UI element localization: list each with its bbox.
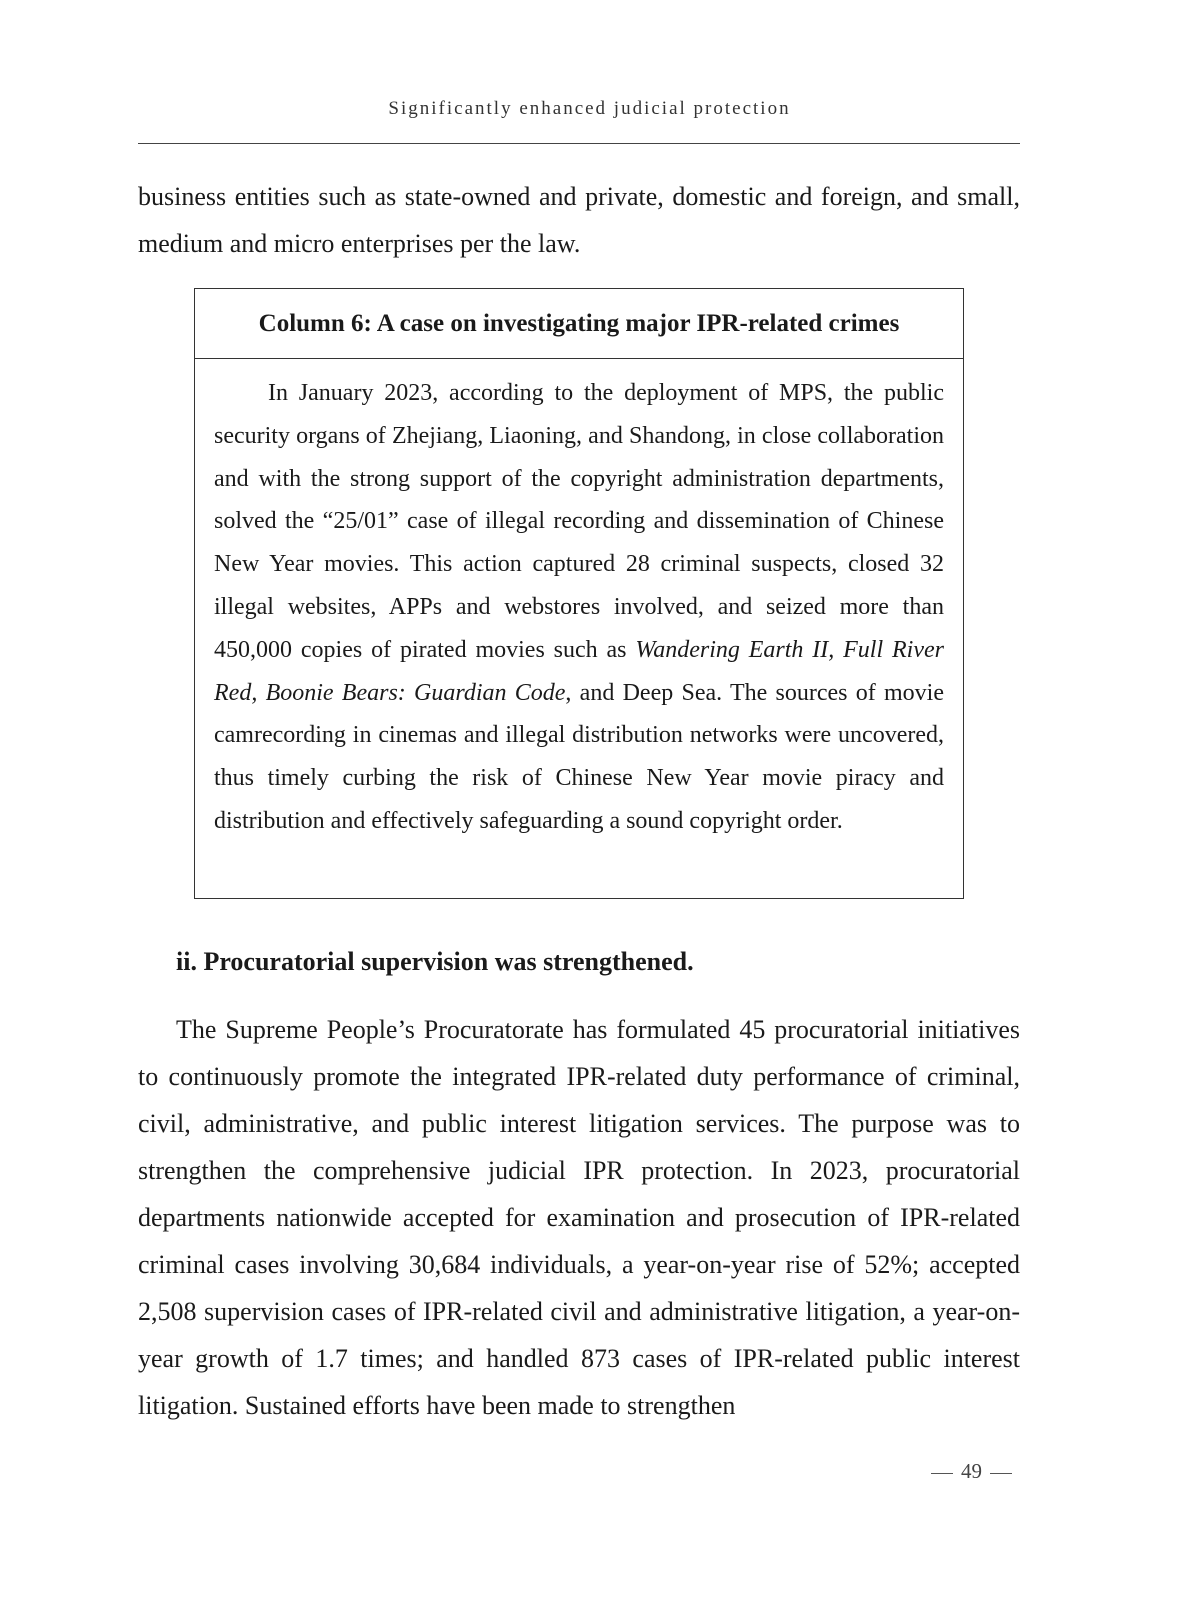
section-paragraph: The Supreme People’s Procuratorate has formulated 45 procuratorial initiatives to continuously promote the integrated IPR-related duty performance of criminal, civil, administrative, and public interest litigation services. The purpose was to strengthen the comprehensive judicial IPR protection. In 2023, procuratorial departments nationwide accepted for examination and prosecution of IPR-related criminal cases involving 30,684 individuals, a year-on-year rise of 52%; accepted 2,508 supervision cases of IPR-related civil and administrative litigation, a year-on-year growth of 1.7 times; and handled 873 cases of IPR-related public interest litigation. Sustained efforts have been made to strengthen — [138, 1015, 1020, 1420]
column-body — [214, 372, 944, 843]
dash-right — [990, 1473, 1012, 1474]
case-column-box — [194, 288, 964, 899]
page-number-value: 49 — [961, 1459, 982, 1483]
column-title: Column 6: A case on investigating major IPR-related crimes — [195, 289, 963, 359]
running-header: Significantly enhanced judicial protection — [388, 98, 791, 119]
dash-left — [931, 1473, 953, 1474]
paragraph-continuation: business entities such as state-owned and private, domestic and foreign, and small, medium and micro enterprises per the law. — [138, 182, 1020, 258]
page-number — [900, 1457, 1020, 1485]
section-heading: ii. Procuratorial supervision was strengthened. — [176, 947, 694, 976]
column-body-text-2: , and Deep Sea. The sources of movie camrecording in cinemas and illegal distribution networks were uncovered, thus timely curbing the risk of Chinese New Year movie piracy and distribution and effectively safeguarding a sound copyright order. — [214, 679, 944, 834]
column-movie-titles: Wandering Earth II, Full River Red, Boonie Bears: Guardian Code — [214, 636, 944, 706]
column-body-text-1: In January 2023, according to the deployment of MPS, the public security organs of Zhejiang, Liaoning, and Shandong, in close collaboration and with the strong support of the copyright administration departments, solved the “25/01” case of illegal recording and dissemination of Chinese New Year movies. This action captured 28 criminal suspects, closed 32 illegal websites, APPs and webstores involved, and seized more than 450,000 copies of pirated movies such as — [214, 380, 944, 663]
header-divider — [138, 143, 1020, 144]
